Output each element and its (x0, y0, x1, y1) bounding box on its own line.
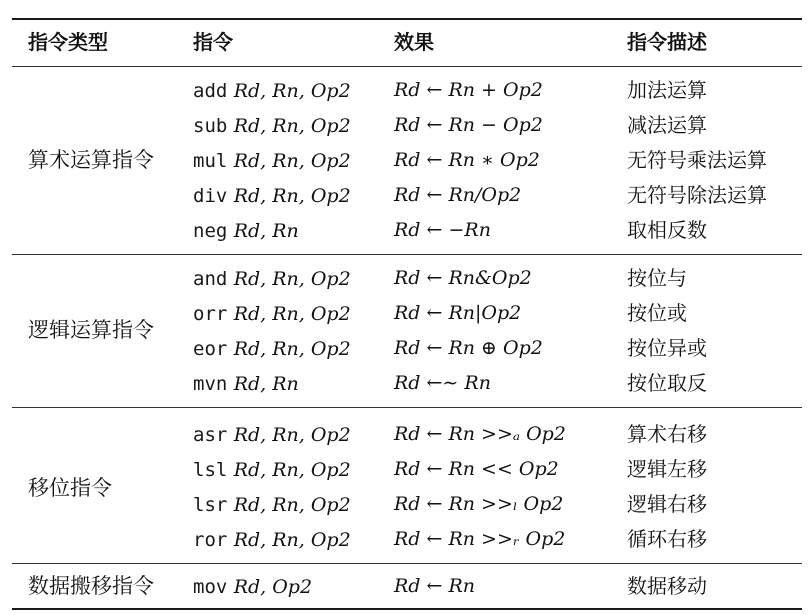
group-type-label: 逻辑运算指令 (28, 318, 154, 342)
table-row (0, 417, 810, 452)
mnemonic: mul (193, 150, 228, 172)
table-row (0, 522, 810, 557)
effect-cell: Rd ← Rn ⊕ Op2 (394, 337, 543, 359)
operands: Rd, Rn, Op2 (233, 459, 351, 481)
table-row (0, 296, 810, 331)
effect-cell: Rd ← Rn/Op2 (394, 184, 522, 206)
mnemonic: mov (193, 576, 228, 598)
header-rule (12, 66, 802, 67)
group-divider (12, 563, 802, 564)
instruction-cell (193, 296, 351, 331)
operands: Rd, Rn, Op2 (233, 268, 351, 290)
description-cell: 算术右移 (627, 422, 707, 446)
effect-cell: Rd ← −Rn (394, 219, 491, 241)
mnemonic: add (193, 80, 228, 102)
operands: Rd, Rn, Op2 (233, 494, 351, 516)
description-cell: 逻辑右移 (627, 492, 707, 516)
group-divider (12, 254, 802, 255)
instruction-cell (193, 261, 351, 296)
mnemonic: ror (193, 529, 228, 551)
mnemonic: sub (193, 115, 228, 137)
operands: Rd, Rn, Op2 (233, 424, 351, 446)
instruction-cell (193, 522, 351, 557)
table-row (0, 108, 810, 143)
description-cell: 按位取反 (627, 371, 707, 395)
group-type-label: 数据搬移指令 (28, 574, 154, 598)
group-logic (0, 261, 810, 401)
description-cell: 循环右移 (627, 527, 707, 551)
instruction-cell (193, 213, 299, 248)
description-cell: 逻辑左移 (627, 457, 707, 481)
mnemonic: lsr (193, 494, 228, 516)
operands: Rd, Rn (233, 220, 299, 242)
table-row (0, 569, 810, 604)
description-cell: 加法运算 (627, 78, 707, 102)
operands: Rd, Rn, Op2 (233, 150, 351, 172)
group-divider (12, 407, 802, 408)
description-cell: 数据移动 (627, 574, 707, 598)
mnemonic: neg (193, 220, 228, 242)
instruction-cell (193, 108, 351, 143)
mnemonic: asr (193, 424, 228, 446)
instruction-cell (193, 178, 351, 213)
table-row (0, 73, 810, 108)
mnemonic: and (193, 268, 228, 290)
instruction-cell (193, 569, 312, 604)
table-row (0, 178, 810, 213)
table-row (0, 487, 810, 522)
effect-cell: Rd ← Rn (394, 575, 476, 597)
table-row (0, 261, 810, 296)
operands: Rd, Rn, Op2 (233, 338, 351, 360)
effect-cell: Rd ← Rn|Op2 (394, 302, 522, 324)
description-cell: 减法运算 (627, 113, 707, 137)
instruction-cell (193, 73, 351, 108)
table-header (0, 20, 810, 64)
operands: Rd, Rn, Op2 (233, 185, 351, 207)
table-row (0, 331, 810, 366)
mnemonic: div (193, 185, 228, 207)
instruction-cell (193, 452, 351, 487)
effect-cell: Rd ← Rn + Op2 (394, 79, 543, 101)
table-bottom-rule (12, 608, 802, 610)
description-cell: 按位或 (627, 301, 687, 325)
description-cell: 按位与 (627, 266, 687, 290)
effect-cell: Rd ← Rn << Op2 (394, 458, 559, 480)
table-row (0, 366, 810, 401)
effect-cell: Rd ← Rn&Op2 (394, 267, 532, 289)
table-row (0, 213, 810, 248)
effect-cell: Rd ← Rn >>ᵣ Op2 (394, 528, 566, 550)
instruction-cell (193, 487, 351, 522)
effect-cell: Rd ← Rn >>ₗ Op2 (394, 493, 564, 515)
header-type: 指令类型 (28, 30, 108, 54)
effect-cell: Rd ← Rn − Op2 (394, 114, 543, 136)
mnemonic: eor (193, 338, 228, 360)
description-cell: 无符号除法运算 (627, 183, 767, 207)
operands: Rd, Rn (233, 373, 299, 395)
mnemonic: lsl (193, 459, 228, 481)
group-arithmetic (0, 73, 810, 248)
group-type-label: 算术运算指令 (28, 148, 154, 172)
operands: Rd, Rn, Op2 (233, 303, 351, 325)
instruction-cell (193, 417, 351, 452)
operands: Rd, Rn, Op2 (233, 529, 351, 551)
table-row (0, 143, 810, 178)
instruction-cell (193, 366, 299, 401)
mnemonic: orr (193, 303, 228, 325)
effect-cell: Rd ← Rn ∗ Op2 (394, 149, 540, 171)
header-instruction: 指令 (193, 30, 233, 54)
group-data-move (0, 569, 810, 604)
operands: Rd, Op2 (233, 576, 313, 598)
instruction-cell (193, 143, 351, 178)
description-cell: 取相反数 (627, 218, 707, 242)
effect-cell: Rd ← Rn >>ₐ Op2 (394, 423, 566, 445)
group-shift (0, 417, 810, 557)
description-cell: 按位异或 (627, 336, 707, 360)
operands: Rd, Rn, Op2 (233, 115, 351, 137)
operands: Rd, Rn, Op2 (233, 80, 351, 102)
effect-cell: Rd ←∼ Rn (394, 372, 491, 394)
mnemonic: mvn (193, 373, 228, 395)
table-row (0, 452, 810, 487)
header-description: 指令描述 (627, 30, 707, 54)
instruction-cell (193, 331, 351, 366)
group-type-label: 移位指令 (28, 476, 112, 500)
description-cell: 无符号乘法运算 (627, 148, 767, 172)
header-effect: 效果 (394, 30, 434, 54)
